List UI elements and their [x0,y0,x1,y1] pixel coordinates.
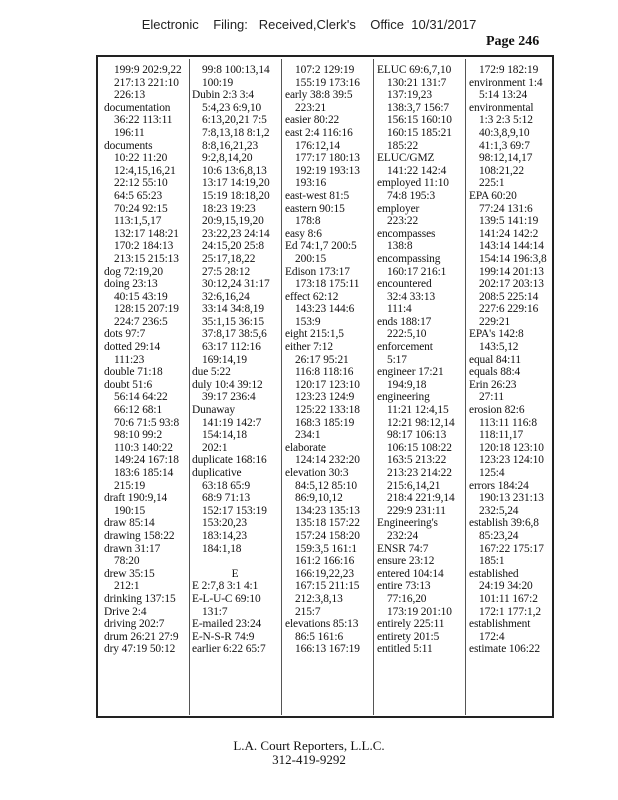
index-page-refs: 77:16,20 [387,592,427,605]
index-page-refs: 194:9,18 [387,378,427,391]
index-term: duly 10:4 39:12 [192,378,263,391]
index-page-refs: 99:8 100:13,14 [202,64,270,76]
index-page-refs: 77:24 131:6 [479,202,533,215]
index-page-refs: 167:22 175:17 [479,542,544,555]
index-term: Edison 173:17 [285,265,350,278]
index-page-refs: 11:21 12:4,15 [387,404,449,417]
index-page-refs: 5:17 [387,353,407,366]
index-page-refs: 27:5 28:12 [202,265,251,278]
index-term: E-L-U-C 69:10 [192,592,261,605]
index-page-refs: 183:6 185:14 [114,467,174,479]
index-term: duplicate 168:16 [192,454,267,467]
index-column-4 [377,64,463,709]
index-term: errors 184:24 [469,479,529,492]
footer-phone: 312-419-9292 [272,752,346,767]
index-term: encompasses [377,227,436,240]
index-page-refs: 155:19 173:16 [295,76,360,89]
index-page-refs: 190:13 231:13 [479,492,544,505]
index-term: elaborate [285,441,326,454]
index-page-refs: 113:1,5,17 [114,215,162,228]
index-page-refs: 232:24 [387,529,419,542]
index-page-refs: 213:15 215:13 [114,252,179,265]
index-term: ELUC 69:6,7,10 [377,64,452,76]
index-page-refs: 98:17 106:13 [387,429,447,442]
index-term: employed 11:10 [377,177,449,190]
index-term: EPA 60:20 [469,189,517,202]
index-page-refs: 229:21 [479,315,511,328]
index-page-refs: 64:5 65:23 [114,189,163,202]
index-column-2 [192,64,278,709]
column-divider [189,59,190,715]
index-page-refs: 56:14 64:22 [114,391,168,404]
index-page-refs: 173:18 175:11 [295,278,360,291]
column-divider [373,59,374,715]
index-term: Dubin 2:3 3:4 [192,89,254,102]
index-term: environment 1:4 [469,76,543,89]
index-page-refs: 101:11 167:2 [479,592,538,605]
index-page-refs: 217:13 221:10 [114,76,179,89]
index-page-refs: 32:4 33:13 [387,290,436,303]
index-page-refs: 128:15 207:19 [114,303,179,316]
index-page-refs: 141:22 142:4 [387,164,447,177]
index-page-refs: 125:4 [479,467,505,479]
index-page-refs: 32:6,16,24 [202,290,250,303]
index-page-refs: 86:9,10,12 [295,492,343,505]
index-page-refs: 20:9,15,19,20 [202,215,264,228]
index-page-refs: 215:7 [295,605,321,618]
index-section-letter: E [231,567,239,580]
index-term: drawn 31:17 [104,542,161,555]
index-term: E-N-S-R 74:9 [192,630,255,643]
index-column-3 [285,64,371,709]
index-page-refs: 138:8 [387,240,413,253]
index-term: effect 62:12 [285,290,339,303]
index-page-refs: 70:6 71:5 93:8 [114,416,180,429]
index-term: draw 85:14 [104,517,155,530]
index-term: ENSR 74:7 [377,542,429,555]
index-page-refs: 141:24 142:2 [479,227,539,240]
index-page-refs: 30:12,24 31:17 [202,278,270,291]
index-page-refs: 131:7 [202,605,228,618]
index-page-refs: 10:6 13:6,8,13 [202,164,267,177]
index-page-refs: 25:17,18,22 [202,252,256,265]
index-page-refs: 123:23 124:9 [295,391,355,404]
index-term: easy 8:6 [285,227,322,240]
index-page-refs: 161:2 166:16 [295,555,355,568]
index-term: environmental [469,101,534,114]
index-page-refs: 130:21 131:7 [387,76,447,89]
index-page-refs: 110:3 140:22 [114,441,173,454]
index-page-refs: 184:1,18 [202,542,242,555]
index-page-refs: 154:14 196:3,8 [479,252,547,265]
index-term: draft 190:9,14 [104,492,168,505]
column-divider [281,59,282,715]
index-page-refs: 224:7 236:5 [114,315,168,328]
index-page-refs: 183:14,23 [202,529,247,542]
index-page-refs: 111:4 [387,303,412,316]
index-page-refs: 63:18 65:9 [202,479,251,492]
index-term: elevation 30:3 [285,467,349,479]
index-page-refs: 213:23 214:22 [387,467,452,479]
index-term: ends 188:17 [377,315,432,328]
index-page-refs: 223:21 [295,101,327,114]
index-term: EPA's 142:8 [469,328,524,341]
index-page-refs: 70:24 92:15 [114,202,168,215]
index-page-refs: 35:1,15 36:15 [202,315,264,328]
index-term: due 5:22 [192,366,231,379]
index-page-refs: 160:17 216:1 [387,265,447,278]
index-term: dry 47:19 50:12 [104,643,176,656]
index-term: Dunaway [192,404,235,417]
index-page-refs: 166:19,22,23 [295,567,354,580]
index-term: doubt 51:6 [104,378,153,391]
index-term: eight 215:1,5 [285,328,344,341]
index-page-refs: 169:14,19 [202,353,247,366]
index-term: drawing 158:22 [104,529,175,542]
index-page-refs: 139:5 141:19 [479,215,539,228]
index-term: encompassing [377,252,441,265]
index-page-refs: 223:22 [387,215,419,228]
index-page-refs: 160:15 185:21 [387,126,452,139]
index-page-refs: 199:14 201:13 [479,265,544,278]
index-term: elevations 85:13 [285,618,359,631]
index-page-refs: 202:17 203:13 [479,278,544,291]
index-term: drum 26:21 27:9 [104,630,179,643]
index-page-refs: 120:18 123:10 [479,441,544,454]
index-term: Drive 2:4 [104,605,147,618]
filing-header: Electronic Filing: Received,Clerk's Office 10/31/2017 [141,17,477,32]
index-page-refs: 137:19,23 [387,89,432,102]
index-page-refs: 24:15,20 25:8 [202,240,264,253]
index-page-refs: 177:17 180:13 [295,152,360,165]
index-term: enforcement [377,341,433,354]
index-term: engineer 17:21 [377,366,444,379]
index-page-refs: 66:12 68:1 [114,404,163,417]
index-term: documentation [104,101,171,114]
footer-company: L.A. Court Reporters, L.L.C. [233,738,385,753]
index-page-refs: 215:6,14,21 [387,479,441,492]
index-page-refs: 12:21 98:12,14 [387,416,455,429]
index-page-refs: 98:12,14,17 [479,152,533,165]
index-term: ELUC/GMZ [377,152,435,165]
column-divider [465,59,466,715]
index-page-refs: 68:9 71:13 [202,492,251,505]
index-term: entirety 201:5 [377,630,440,643]
index-page-refs: 232:5,24 [479,504,519,517]
index-page-refs: 143:23 144:6 [295,303,355,316]
index-page-refs: 159:3,5 161:1 [295,542,357,555]
index-page-refs: 156:15 160:10 [387,114,452,127]
index-page-refs: 1:3 2:3 5:12 [479,114,533,127]
index-page-refs: 6:13,20,21 7:5 [202,114,267,127]
index-term: erosion 82:6 [469,404,525,417]
index-page-refs: 36:22 113:11 [114,114,173,127]
index-term: employer [377,202,420,215]
index-page-refs: 199:9 202:9,22 [114,64,182,76]
index-term: Erin 26:23 [469,378,517,391]
index-term: dotted 29:14 [104,341,161,354]
index-page-refs: 185:22 [387,139,419,152]
index-page-refs: 149:24 167:18 [114,454,179,467]
index-page-refs: 7:8,13,18 8:1,2 [202,126,270,139]
index-term: establish 39:6,8 [469,517,539,530]
index-page-refs: 40:3,8,9,10 [479,126,530,139]
index-term: encountered [377,278,432,291]
index-page-refs: 125:22 133:18 [295,404,360,417]
index-page-refs: 172:9 182:19 [479,64,539,76]
index-term: duplicative [192,467,242,479]
index-page-refs: 193:16 [295,177,327,190]
index-page-refs: 168:3 185:19 [295,416,355,429]
index-term: Engineering's [377,517,438,530]
index-term: double 71:18 [104,366,163,379]
index-column-1 [104,64,190,709]
index-term: eastern 90:15 [285,202,345,215]
index-page-refs: 166:13 167:19 [295,643,360,656]
index-page-refs: 120:17 123:10 [295,378,360,391]
index-page-refs: 74:8 195:3 [387,189,436,202]
index-page-refs: 134:23 135:13 [295,504,360,517]
index-term: E-mailed 23:24 [192,618,262,631]
index-page-refs: 86:5 161:6 [295,630,344,643]
index-page-refs: 173:19 201:10 [387,605,452,618]
index-term: either 7:12 [285,341,333,354]
index-page-refs: 154:14,18 [202,429,247,442]
index-term: east 2:4 116:16 [285,126,353,139]
index-page-refs: 132:17 148:21 [114,227,179,240]
index-term: drew 35:15 [104,567,155,580]
index-page-refs: 116:8 118:16 [295,366,354,379]
index-page-refs: 106:15 108:22 [387,441,452,454]
index-term: entirely 225:11 [377,618,445,631]
index-page-refs: 26:17 95:21 [295,353,349,366]
index-page-refs: 167:15 211:15 [295,580,360,593]
index-page-refs: 39:17 236:4 [202,391,256,404]
index-page-refs: 12:4,15,16,21 [114,164,176,177]
index-term: E 2:7,8 3:1 4:1 [192,580,259,593]
index-term: entered 104:14 [377,567,444,580]
index-page-refs: 138:3,7 156:7 [387,101,449,114]
index-term: easier 80:22 [285,114,340,127]
index-page-refs: 9:2,8,14,20 [202,152,253,165]
index-page-refs: 202:1 [202,441,228,454]
index-page-refs: 5:4,23 6:9,10 [202,101,262,114]
word-index-table [96,55,554,718]
index-term: east-west 81:5 [285,189,350,202]
index-page-refs: 192:19 193:13 [295,164,360,177]
index-term: establishment [469,618,531,631]
index-page-refs: 190:15 [114,504,146,517]
index-page-refs: 157:24 158:20 [295,529,360,542]
index-page-refs: 178:8 [295,215,321,228]
index-page-refs: 27:11 [479,391,505,404]
index-page-refs: 141:19 142:7 [202,416,262,429]
index-page-refs: 143:5,12 [479,341,519,354]
index-page-refs: 23:22,23 24:14 [202,227,270,240]
index-page-refs: 225:1 [479,177,505,190]
index-page-refs: 18:23 19:23 [202,202,256,215]
index-page-refs: 212:3,8,13 [295,592,343,605]
index-term: documents [104,139,153,152]
index-term: early 38:8 39:5 [285,89,353,102]
index-term: entire 73:13 [377,580,431,593]
index-term: engineering [377,391,430,404]
index-page-refs: 10:22 11:20 [114,152,168,165]
index-page-refs: 212:1 [114,580,140,593]
index-page-refs: 123:23 124:10 [479,454,544,467]
index-page-refs: 234:1 [295,429,321,442]
index-page-refs: 185:1 [479,555,505,568]
index-term: equals 88:4 [469,366,521,379]
index-term: ensure 23:12 [377,555,435,568]
index-term: drinking 137:15 [104,592,176,605]
index-term: earlier 6:22 65:7 [192,643,266,656]
index-page-refs: 124:14 232:20 [295,454,360,467]
index-page-refs: 176:12,14 [295,139,340,152]
index-term: entitled 5:11 [377,643,433,656]
index-term: driving 202:7 [104,618,165,631]
index-page-refs: 113:11 116:8 [479,416,537,429]
index-page-refs: 8:8,16,21,23 [202,139,259,152]
index-term: doing 23:13 [104,278,158,291]
index-page-refs: 100:19 [202,76,234,89]
index-page-refs: 222:5,10 [387,328,427,341]
index-page-refs: 40:15 43:19 [114,290,168,303]
index-page-refs: 33:14 34:8,19 [202,303,264,316]
index-term: estimate 106:22 [469,643,540,656]
index-page-refs: 227:6 229:16 [479,303,539,316]
index-page-refs: 5:14 13:24 [479,89,528,102]
index-term: dog 72:19,20 [104,265,163,278]
index-page-refs: 24:19 34:20 [479,580,533,593]
index-spacer [192,555,278,568]
index-page-refs: 215:19 [114,479,146,492]
index-page-refs: 153:9 [295,315,321,328]
index-page-refs: 170:2 184:13 [114,240,174,253]
index-page-refs: 172:4 [479,630,505,643]
index-page-refs: 15:19 18:18,20 [202,189,270,202]
index-page-refs: 41:1,3 69:7 [479,139,530,152]
index-page-refs: 196:11 [114,126,145,139]
index-page-refs: 226:13 [114,89,146,102]
index-term: Ed 74:1,7 200:5 [285,240,357,253]
index-page-refs: 200:15 [295,252,327,265]
index-page-refs: 63:17 112:16 [202,341,261,354]
index-page-refs: 78:20 [114,555,140,568]
index-page-refs: 118:11,17 [479,429,524,442]
index-term: dots 97:7 [104,328,146,341]
index-column-5 [469,64,555,709]
index-page-refs: 218:4 221:9,14 [387,492,455,505]
index-page-refs: 229:9 231:11 [387,504,446,517]
index-page-refs: 108:21,22 [479,164,524,177]
index-page-refs: 22:12 55:10 [114,177,168,190]
index-page-refs: 13:17 14:19,20 [202,177,270,190]
index-page-refs: 111:23 [114,353,145,366]
index-page-refs: 135:18 157:22 [295,517,360,530]
index-page-refs: 143:14 144:14 [479,240,544,253]
index-page-refs: 98:10 99:2 [114,429,163,442]
index-term: equal 84:11 [469,353,521,366]
index-term: established [469,567,519,580]
index-page-refs: 152:17 153:19 [202,504,267,517]
page-number: Page 246 [486,34,540,49]
index-page-refs: 107:2 129:19 [295,64,355,76]
index-page-refs: 172:1 177:1,2 [479,605,541,618]
index-page-refs: 84:5,12 85:10 [295,479,357,492]
index-page-refs: 208:5 225:14 [479,290,539,303]
index-page-refs: 85:23,24 [479,529,519,542]
index-page-refs: 153:20,23 [202,517,247,530]
index-page-refs: 163:5 213:22 [387,454,447,467]
index-page-refs: 37:8,17 38:5,6 [202,328,267,341]
